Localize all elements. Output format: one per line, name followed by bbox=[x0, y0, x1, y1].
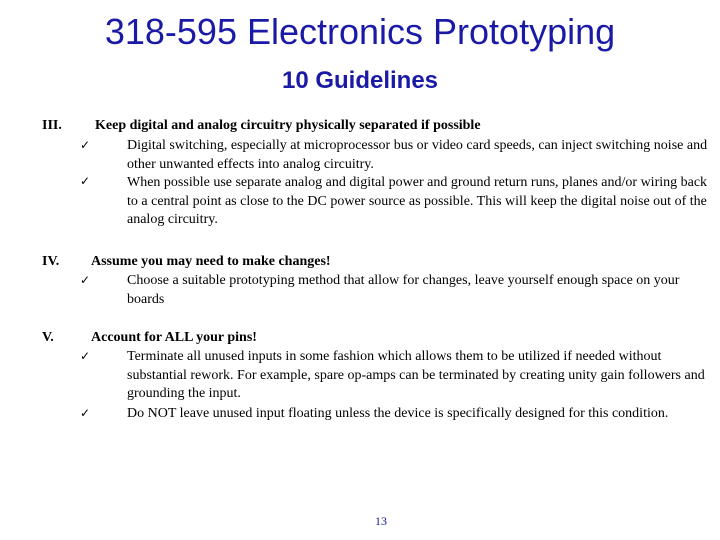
checkmark-icon: ✓ bbox=[80, 138, 91, 152]
section-numeral-v: V. bbox=[42, 330, 54, 345]
list-item: Do NOT leave unused input floating unless the device is specifically designed for this condition. bbox=[127, 406, 669, 421]
checkmark-icon: ✓ bbox=[80, 174, 91, 188]
section-numeral-iv: IV. bbox=[42, 254, 60, 269]
section-heading-iii: Keep digital and analog circuitry physically separated if possible bbox=[95, 118, 481, 133]
list-item: When possible use separate analog and digital power and ground return runs, planes and/or wiring back to a central point as close to the DC power source as possible. This will keep the digital noise out of the analog circuitry. bbox=[127, 175, 708, 227]
checkmark-icon: ✓ bbox=[80, 406, 91, 420]
slide-subtitle: 10 Guidelines bbox=[281, 67, 439, 94]
section-heading-iv: Assume you may need to make changes! bbox=[91, 254, 331, 269]
slide-title: 318-595 Electronics Prototyping bbox=[104, 11, 616, 52]
checkmark-icon: ✓ bbox=[80, 349, 91, 363]
section-numeral-iii: III. bbox=[42, 118, 62, 133]
section-heading-v: Account for ALL your pins! bbox=[91, 330, 257, 345]
list-item: Choose a suitable prototyping method that allow for changes, leave yourself enough space on your boards bbox=[127, 273, 680, 307]
list-item: Terminate all unused inputs in some fashion which allows them to be utilized if needed without substantial rework. For example, spare op-amps can be terminated by creating unity gain followers and grounding the input. bbox=[127, 349, 705, 401]
list-item: Digital switching, especially at microprocessor bus or video card speeds, can inject switching noise and other unwanted effects into analog circuitry. bbox=[127, 138, 708, 172]
page-number: 13 bbox=[375, 514, 387, 528]
checkmark-icon: ✓ bbox=[80, 273, 91, 287]
